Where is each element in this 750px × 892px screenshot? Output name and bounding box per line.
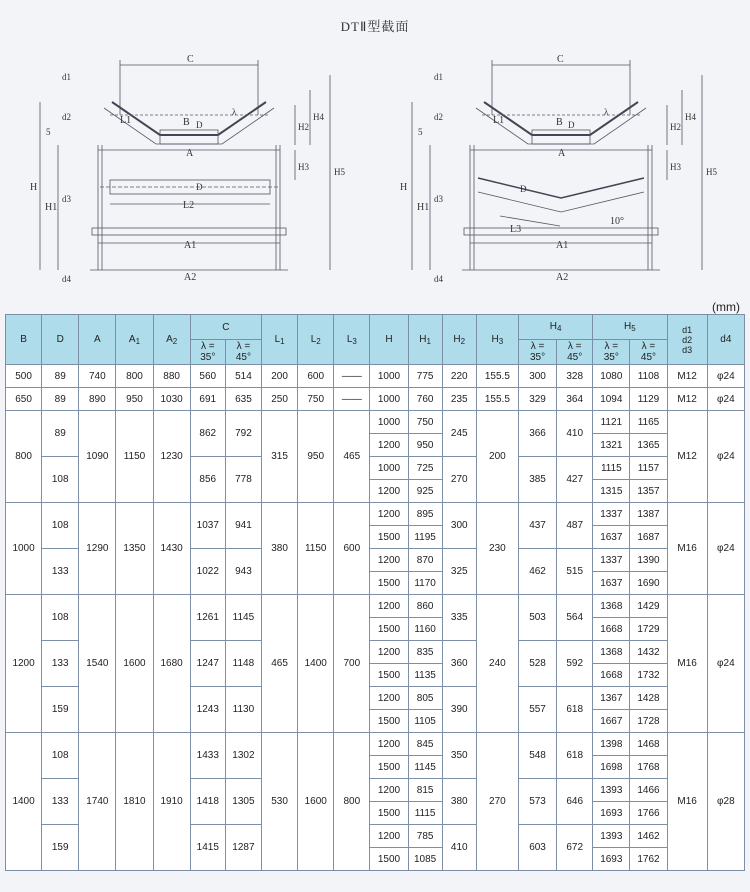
cell-h: 1500 (370, 710, 408, 733)
cell-h2: 335 (442, 595, 476, 641)
cell-h4-45: 564 (557, 595, 593, 641)
col-d4: d4 (707, 315, 744, 365)
dim-label-l1: L1 (120, 115, 132, 126)
cell-h2: 245 (442, 411, 476, 457)
cell-l1: 530 (262, 733, 298, 871)
cell-h5-35: 1668 (593, 664, 630, 687)
cell-h: 1500 (370, 664, 408, 687)
cell-h: 1500 (370, 802, 408, 825)
cell-h1: 1115 (408, 802, 442, 825)
cell-h5-35: 1698 (593, 756, 630, 779)
cell-h4-35: 385 (518, 457, 556, 503)
dim-label-b-r: B (556, 117, 563, 128)
cell-h5-35: 1393 (593, 825, 630, 848)
cell-h: 1500 (370, 526, 408, 549)
cell-c45: 1148 (225, 641, 261, 687)
cell-c35: 691 (190, 388, 225, 411)
cross-section-diagrams (0, 30, 750, 290)
cell-h: 1500 (370, 848, 408, 871)
cell-l3: —— (334, 388, 370, 411)
cell-h5-45: 1728 (630, 710, 667, 733)
cell-h3: 270 (476, 733, 518, 871)
cell-c35: 856 (190, 457, 225, 503)
col-d: D (42, 315, 79, 365)
cell-h: 1000 (370, 365, 408, 388)
table-row (6, 411, 745, 434)
cell-h4-35: 528 (518, 641, 556, 687)
cell-h5-45: 1462 (630, 825, 667, 848)
cell-h5-35: 1693 (593, 802, 630, 825)
col-l3: $L_3$ (334, 315, 370, 365)
cell-h5-45: 1762 (630, 848, 667, 871)
cell-l2: 750 (298, 388, 334, 411)
cell-h5-45: 1157 (630, 457, 667, 480)
cell-h2: 300 (442, 503, 476, 549)
col-h5-45: λ = 45° (630, 340, 667, 365)
table-row (6, 365, 745, 388)
cell-h5-35: 1121 (593, 411, 630, 434)
cell-h1: 870 (408, 549, 442, 572)
cell-c35: 862 (190, 411, 225, 457)
cell-d4: φ28 (707, 733, 744, 871)
cell-d4: φ24 (707, 503, 744, 595)
cell-h4_45: 364 (557, 388, 593, 411)
cell-h4-35: 366 (518, 411, 556, 457)
cell-d4: φ24 (707, 411, 744, 503)
dim-label-h4: H4 (313, 112, 324, 122)
cell-a2: 880 (153, 365, 190, 388)
cell-h2: 325 (442, 549, 476, 595)
cell-h1: 860 (408, 595, 442, 618)
col-h5-35: λ = 35° (593, 340, 630, 365)
cell-h1: 1195 (408, 526, 442, 549)
cell-h5-45: 1466 (630, 779, 667, 802)
cell-h: 1500 (370, 572, 408, 595)
cell-h1: 925 (408, 480, 442, 503)
cell-c45: 635 (225, 388, 261, 411)
cell-h5-35: 1368 (593, 641, 630, 664)
cell-h4-35: 603 (518, 825, 556, 871)
cell-b: 1200 (6, 595, 42, 733)
page-title: DTⅡ型截面 (340, 19, 410, 34)
cell-h4-45: 427 (557, 457, 593, 503)
cell-h4-45: 410 (557, 411, 593, 457)
dim-label-angle-r: 10° (610, 216, 624, 227)
dim-label-h5: H5 (334, 167, 345, 177)
cell-h5-35: 1337 (593, 503, 630, 526)
dim-label-h3: H3 (298, 162, 309, 172)
spec-table (5, 314, 745, 871)
cell-d: 89 (42, 365, 79, 388)
cell-h: 1200 (370, 480, 408, 503)
cell-h2: 235 (442, 388, 476, 411)
col-c: C (190, 315, 261, 340)
col-h: H (370, 315, 408, 365)
cell-c45: 941 (225, 503, 261, 549)
cell-h3: 240 (476, 595, 518, 733)
cell-l2: 1400 (298, 595, 334, 733)
cell-c35: 1433 (190, 733, 225, 779)
cell-h5-35: 1367 (593, 687, 630, 710)
cell-c35: 1037 (190, 503, 225, 549)
table-row (6, 595, 745, 618)
cell-c35: 1415 (190, 825, 225, 871)
cell-a2: 1680 (153, 595, 190, 733)
cell-a1: 1150 (116, 411, 153, 503)
dim-label-h2-r: H2 (670, 122, 681, 132)
cell-l3: —— (334, 365, 370, 388)
dim-label-h1-r: H1 (417, 202, 430, 213)
cell-c45: 778 (225, 457, 261, 503)
cell-h5-35: 1368 (593, 595, 630, 618)
cell-h: 1200 (370, 503, 408, 526)
cell-h1: 760 (408, 388, 442, 411)
dim-label-a1: A1 (184, 240, 197, 251)
dim-label-h5-r: H5 (706, 167, 717, 177)
cell-d: 89 (42, 388, 79, 411)
col-d123: d1 d2 d3 (667, 315, 707, 365)
cell-a2: 1230 (153, 411, 190, 503)
cell-h5-45: 1387 (630, 503, 667, 526)
cell-h1: 750 (408, 411, 442, 434)
cell-h4-35: 557 (518, 687, 556, 733)
col-a2: $A_2$ (153, 315, 190, 365)
cell-c35: 1261 (190, 595, 225, 641)
cell-b: 800 (6, 411, 42, 503)
dim-label-d2: d2 (62, 112, 71, 122)
cell-h2: 380 (442, 779, 476, 825)
table-row (6, 733, 745, 756)
dim-label-d-top-r: D (568, 120, 575, 130)
col-h1: $H_1$ (408, 315, 442, 365)
cell-d123: M16 (667, 733, 707, 871)
dim-label-a: A (186, 148, 194, 159)
col-h4: $H_4$ (518, 315, 592, 340)
cell-a: 1290 (79, 503, 116, 595)
dim-label-l3-r: L3 (510, 224, 522, 235)
table-row (6, 503, 745, 526)
cell-l1: 315 (262, 411, 298, 503)
dim-label-d3-r: d3 (434, 194, 443, 204)
cell-h5-45: 1729 (630, 618, 667, 641)
dim-label-b: B (183, 117, 190, 128)
cell-b: 650 (6, 388, 42, 411)
cell-d: 159 (42, 687, 79, 733)
cell-l3: 465 (334, 411, 370, 503)
cell-h5-35: 1115 (593, 457, 630, 480)
cell-h5-45: 1165 (630, 411, 667, 434)
cell-h3: 230 (476, 503, 518, 595)
cell-d123: M12 (667, 411, 707, 503)
dim-label-h-r: H (400, 182, 408, 193)
cell-h4-45: 646 (557, 779, 593, 825)
cell-h5-45: 1428 (630, 687, 667, 710)
cell-h2: 390 (442, 687, 476, 733)
cell-d: 159 (42, 825, 79, 871)
col-h2: $H_2$ (442, 315, 476, 365)
cell-a: 740 (79, 365, 116, 388)
cell-h: 1200 (370, 733, 408, 756)
cell-h4-35: 573 (518, 779, 556, 825)
dim-label-d4: d4 (62, 274, 71, 284)
cell-d123: M12 (667, 388, 707, 411)
col-l2: $L_2$ (298, 315, 334, 365)
cell-l1: 250 (262, 388, 298, 411)
dim-label-a-r: A (558, 148, 566, 159)
dim-label-a1-r: A1 (556, 240, 569, 251)
cell-h5-45: 1687 (630, 526, 667, 549)
col-c-35: λ = 35° (190, 340, 225, 365)
spec-table-body (6, 365, 745, 871)
cell-a1: 1350 (116, 503, 153, 595)
cell-d: 108 (42, 503, 79, 549)
cell-d: 108 (42, 595, 79, 641)
cell-h1: 1135 (408, 664, 442, 687)
cell-h4_35: 329 (518, 388, 556, 411)
cell-l3: 800 (334, 733, 370, 871)
cell-h5-45: 1468 (630, 733, 667, 756)
cell-h1: 785 (408, 825, 442, 848)
cell-a1: 950 (116, 388, 153, 411)
cell-c45: 1305 (225, 779, 261, 825)
col-c-45: λ = 45° (225, 340, 261, 365)
cell-d123: M16 (667, 503, 707, 595)
cell-h2: 350 (442, 733, 476, 779)
cell-c35: 1418 (190, 779, 225, 825)
cell-l1: 465 (262, 595, 298, 733)
dim-label-h4-r: H4 (685, 112, 696, 122)
cell-l2: 1600 (298, 733, 334, 871)
cell-h4-35: 462 (518, 549, 556, 595)
cell-h5-35: 1667 (593, 710, 630, 733)
cell-c45: 1302 (225, 733, 261, 779)
cell-h5-45: 1432 (630, 641, 667, 664)
cell-h5_35: 1080 (593, 365, 630, 388)
cell-h5-35: 1637 (593, 572, 630, 595)
cell-h4-45: 618 (557, 687, 593, 733)
cell-h: 1200 (370, 779, 408, 802)
cell-d: 89 (42, 411, 79, 457)
cell-h4-45: 672 (557, 825, 593, 871)
cell-b: 500 (6, 365, 42, 388)
cell-h1: 1160 (408, 618, 442, 641)
cell-c35: 1022 (190, 549, 225, 595)
cell-h1: 950 (408, 434, 442, 457)
diagram-right (400, 54, 717, 284)
cell-h5-35: 1693 (593, 848, 630, 871)
dim-label-5-r: 5 (418, 127, 423, 137)
dim-label-lambda-r: λ (604, 107, 609, 117)
cell-a1: 1600 (116, 595, 153, 733)
cell-h5-45: 1766 (630, 802, 667, 825)
cell-h5-45: 1365 (630, 434, 667, 457)
cell-h4-35: 548 (518, 733, 556, 779)
cell-c45: 1287 (225, 825, 261, 871)
cell-c45: 943 (225, 549, 261, 595)
cell-h1: 725 (408, 457, 442, 480)
dim-label-c-r: C (557, 54, 564, 65)
cell-d123: M12 (667, 365, 707, 388)
cell-h1: 815 (408, 779, 442, 802)
cell-h1: 1085 (408, 848, 442, 871)
cell-h5-45: 1768 (630, 756, 667, 779)
cell-h1: 895 (408, 503, 442, 526)
cell-h2: 220 (442, 365, 476, 388)
cell-l3: 700 (334, 595, 370, 733)
cell-h4-45: 487 (557, 503, 593, 549)
cell-d123: M16 (667, 595, 707, 733)
cell-h5_45: 1108 (630, 365, 667, 388)
cell-h5_35: 1094 (593, 388, 630, 411)
cell-h2: 360 (442, 641, 476, 687)
cell-h: 1200 (370, 825, 408, 848)
cell-h5-45: 1690 (630, 572, 667, 595)
dim-label-h: H (30, 182, 38, 193)
dim-label-h1: H1 (45, 202, 58, 213)
dim-label-l2: L2 (183, 200, 195, 211)
cell-h1: 775 (408, 365, 442, 388)
cell-h4-45: 515 (557, 549, 593, 595)
cell-a: 1090 (79, 411, 116, 503)
cell-a2: 1030 (153, 388, 190, 411)
cell-h: 1000 (370, 457, 408, 480)
cell-h2: 410 (442, 825, 476, 871)
col-h3: $H_3$ (476, 315, 518, 365)
dim-label-d-mid: D (196, 182, 203, 192)
cell-l3: 600 (334, 503, 370, 595)
cell-h5-35: 1668 (593, 618, 630, 641)
cell-h1: 845 (408, 733, 442, 756)
cell-a2: 1910 (153, 733, 190, 871)
cell-h5-35: 1321 (593, 434, 630, 457)
cell-l1: 200 (262, 365, 298, 388)
table-row (6, 388, 745, 411)
cell-h: 1200 (370, 687, 408, 710)
cell-d4: φ24 (707, 365, 744, 388)
cell-h5-35: 1398 (593, 733, 630, 756)
cell-h1: 1105 (408, 710, 442, 733)
cell-h5_45: 1129 (630, 388, 667, 411)
col-a1: $A_1$ (116, 315, 153, 365)
col-h5: $H_5$ (593, 315, 667, 340)
col-h4-45: λ = 45° (557, 340, 593, 365)
dim-label-d-mid-r: D (520, 184, 527, 194)
cell-a: 1740 (79, 733, 116, 871)
dim-label-d1: d1 (62, 72, 71, 82)
cell-h5-35: 1393 (593, 779, 630, 802)
dim-label-h2: H2 (298, 122, 309, 132)
cell-d: 133 (42, 779, 79, 825)
cell-h5-45: 1732 (630, 664, 667, 687)
cell-l2: 950 (298, 411, 334, 503)
cell-h5-45: 1357 (630, 480, 667, 503)
cell-a2: 1430 (153, 503, 190, 595)
dim-label-d3: d3 (62, 194, 71, 204)
cell-a1: 800 (116, 365, 153, 388)
cell-h2: 270 (442, 457, 476, 503)
cell-h5-35: 1315 (593, 480, 630, 503)
cell-h4_35: 300 (518, 365, 556, 388)
cell-l2: 600 (298, 365, 334, 388)
dim-label-a2-r: A2 (556, 272, 569, 283)
cell-c35: 560 (190, 365, 225, 388)
cell-h4-45: 592 (557, 641, 593, 687)
cell-d: 108 (42, 457, 79, 503)
cell-h: 1200 (370, 595, 408, 618)
col-b: B (6, 315, 42, 365)
dim-label-d-top: D (196, 120, 203, 130)
dim-label-a2: A2 (184, 272, 197, 283)
cell-h5-35: 1337 (593, 549, 630, 572)
cell-a: 1540 (79, 595, 116, 733)
col-a: A (79, 315, 116, 365)
dim-label-h3-r: H3 (670, 162, 681, 172)
cell-c35: 1243 (190, 687, 225, 733)
dim-label-c: C (187, 54, 194, 65)
cell-h5-45: 1390 (630, 549, 667, 572)
cell-h3: 155.5 (476, 365, 518, 388)
cell-l2: 1150 (298, 503, 334, 595)
cell-h1: 835 (408, 641, 442, 664)
cell-h1: 1170 (408, 572, 442, 595)
cell-l1: 380 (262, 503, 298, 595)
cell-h4-45: 618 (557, 733, 593, 779)
cell-h: 1200 (370, 641, 408, 664)
cell-h: 1000 (370, 411, 408, 434)
cell-h: 1500 (370, 618, 408, 641)
cell-d4: φ24 (707, 388, 744, 411)
cell-a: 890 (79, 388, 116, 411)
cell-h4-35: 437 (518, 503, 556, 549)
dim-label-d2-r: d2 (434, 112, 443, 122)
cell-h: 1000 (370, 388, 408, 411)
cell-h3: 200 (476, 411, 518, 503)
cell-a1: 1810 (116, 733, 153, 871)
cell-d4: φ24 (707, 595, 744, 733)
cell-d: 133 (42, 549, 79, 595)
cell-d: 133 (42, 641, 79, 687)
col-h4-35: λ = 35° (518, 340, 556, 365)
cell-h3: 155.5 (476, 388, 518, 411)
cell-h1: 805 (408, 687, 442, 710)
cell-h4_45: 328 (557, 365, 593, 388)
dim-label-lambda: λ (232, 107, 237, 117)
dim-label-l1-r: L1 (493, 115, 505, 126)
cell-c35: 1247 (190, 641, 225, 687)
col-l1: $L_1$ (262, 315, 298, 365)
cell-h4-35: 503 (518, 595, 556, 641)
cell-d: 108 (42, 733, 79, 779)
cell-h: 1200 (370, 549, 408, 572)
unit-label: (mm) (712, 300, 740, 314)
cell-c45: 1130 (225, 687, 261, 733)
cell-b: 1000 (6, 503, 42, 595)
cell-h5-45: 1429 (630, 595, 667, 618)
cell-h5-35: 1637 (593, 526, 630, 549)
dim-label-5: 5 (46, 127, 51, 137)
dim-label-d4-r: d4 (434, 274, 443, 284)
cell-c45: 792 (225, 411, 261, 457)
cell-h: 1500 (370, 756, 408, 779)
cell-c45: 514 (225, 365, 261, 388)
cell-h1: 1145 (408, 756, 442, 779)
cell-b: 1400 (6, 733, 42, 871)
cell-h: 1200 (370, 434, 408, 457)
cell-c45: 1145 (225, 595, 261, 641)
diagram-left (30, 54, 345, 284)
dim-label-d1-r: d1 (434, 72, 443, 82)
